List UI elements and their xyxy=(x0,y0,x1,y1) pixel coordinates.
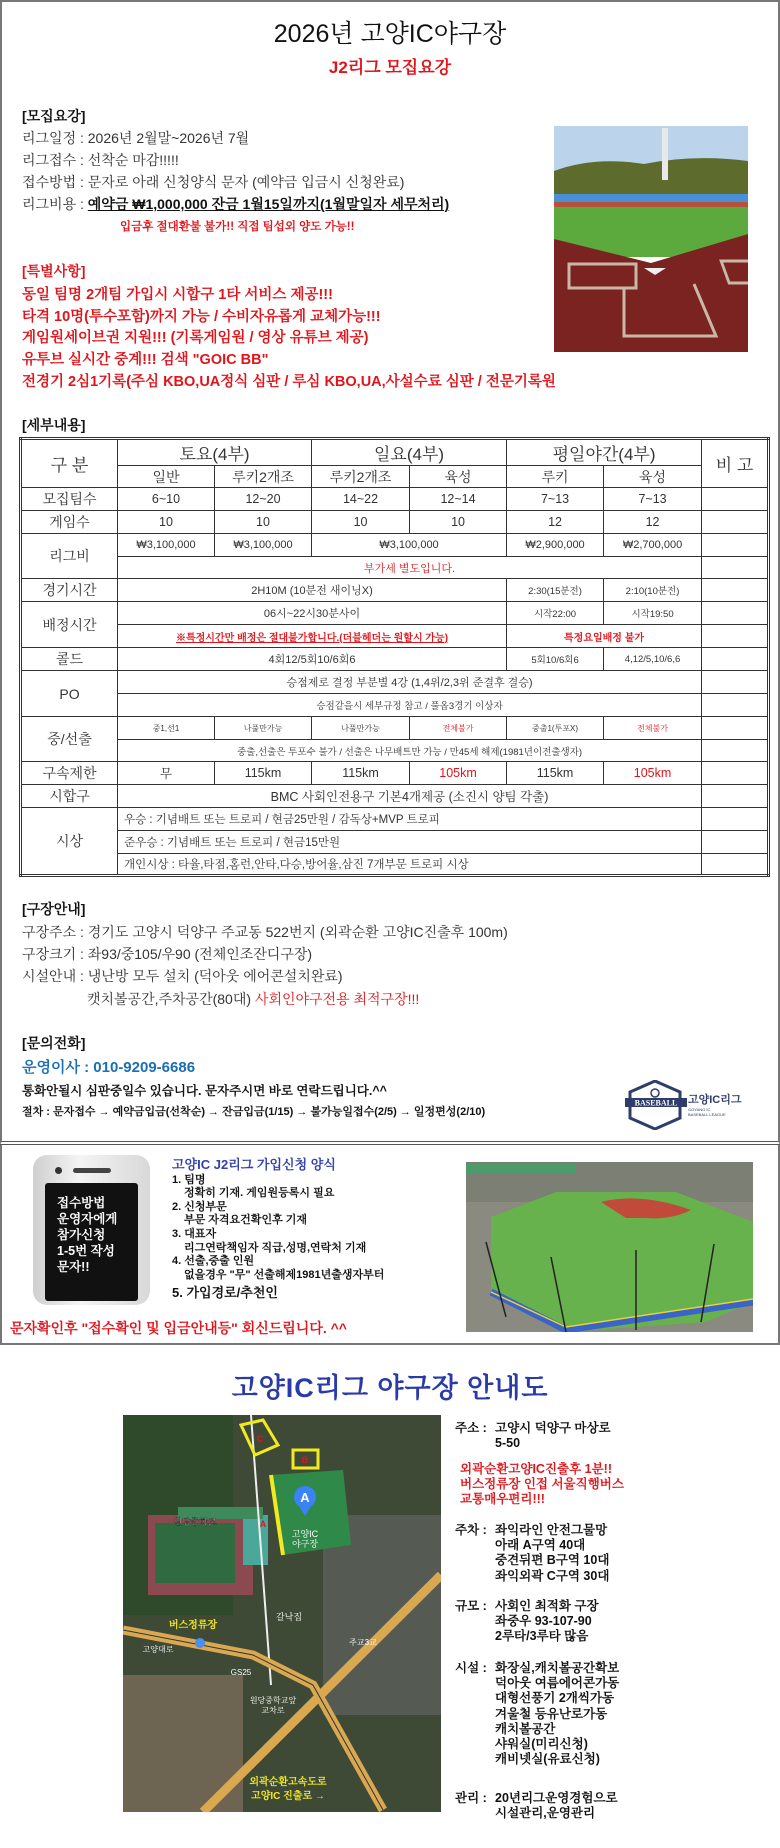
value: 선착순 마감!!!!! xyxy=(87,152,179,168)
info-line: 중견뒤편 B구역 10대 xyxy=(495,1553,610,1568)
info-management xyxy=(455,1791,618,1821)
corner-header: 구 분 xyxy=(21,439,118,488)
recruit-fee xyxy=(22,194,449,214)
cell: 4회12/5회10/6회6 xyxy=(118,648,507,671)
table-row xyxy=(21,671,769,694)
info-line: 캐치볼공간 xyxy=(495,1721,556,1736)
row-label: 콜드 xyxy=(21,648,118,671)
info-line: 외곽순환고양IC진출후 1분!! xyxy=(460,1462,613,1476)
cell: 115km xyxy=(312,762,410,785)
road-label: 고양대로 xyxy=(142,1645,174,1654)
bus-stop-label: 버스정류장 xyxy=(168,1620,218,1631)
cell: 5회10/6회6 xyxy=(507,648,604,671)
label: 리그비용 : xyxy=(22,196,88,212)
cell: 14~22 xyxy=(312,488,410,511)
cell: 10 xyxy=(215,511,312,534)
info-line: 버스정류장 인접 서울직행버스 xyxy=(460,1477,624,1492)
group-header: 평일야간(4부) xyxy=(507,439,702,466)
league-details-table xyxy=(19,437,770,877)
cell: 12 xyxy=(507,511,604,534)
label: 리그접수 : xyxy=(22,152,88,168)
value: 예약금 ₩1,000,000 잔금 1월15일까지(1월말일자 세무처리) xyxy=(87,196,450,212)
label: 구장크기 : xyxy=(22,946,88,962)
assign-warning: ※특정시간만 배정은 절대불가합니다.(더블헤더는 원할시 가능) xyxy=(118,625,507,648)
info-line: 아래 A구역 40대 xyxy=(495,1538,586,1553)
cell: 10 xyxy=(118,511,215,534)
form-item-desc: 정확히 기재. 게임원등록시 필요 xyxy=(184,1187,335,1200)
label-line: 고양IC xyxy=(291,1529,319,1539)
cell: 2H10M (10분전 새이닝X) xyxy=(118,579,507,602)
cell: 나풀만가능 xyxy=(215,717,312,740)
recruit-registration xyxy=(22,150,179,170)
details-heading: [세부내용] xyxy=(22,417,86,433)
cell: 전체불가 xyxy=(604,717,702,740)
form-item: 4. 선출,중출 인원 xyxy=(172,1255,255,1268)
restaurant-label: 갈낙집 xyxy=(275,1612,303,1622)
map-section-title: 고양IC리그 야구장 안내도 xyxy=(231,1373,549,1403)
logo-badge-text: BASEBALL xyxy=(634,1098,678,1108)
form-item: 2. 신청부문 xyxy=(172,1200,227,1213)
cell: 105km xyxy=(410,762,507,785)
ground-address xyxy=(22,922,508,942)
info-access xyxy=(460,1462,624,1508)
remark-header: 비 고 xyxy=(702,439,769,488)
ground-heading: [구장안내] xyxy=(22,901,86,917)
cell: ₩3,100,000 xyxy=(215,534,312,557)
remark-cell xyxy=(702,602,769,625)
info-line: 좌익외곽 C구역 30대 xyxy=(495,1568,610,1583)
remark-cell xyxy=(702,488,769,511)
speaker-icon xyxy=(73,1168,111,1173)
ground-facility-extra xyxy=(87,989,419,1009)
contact-note: 통화안될시 심판중일수 있습니다. 문자주시면 바로 연락드립니다.^^ xyxy=(22,1084,387,1098)
cell: BMC 사회인전용구 기본4개제공 (소진시 양팀 각출) xyxy=(118,785,702,808)
remark-cell xyxy=(702,625,769,648)
remark-cell xyxy=(702,808,769,831)
cell: 중출1(투포X) xyxy=(507,717,604,740)
table-row xyxy=(21,579,769,602)
cell: 4,12/5,10/6,6 xyxy=(604,648,702,671)
remark-cell xyxy=(702,648,769,671)
cell: 나풀만가능 xyxy=(312,717,410,740)
highlight: 사회인야구전용 최적구장!!! xyxy=(254,991,420,1007)
info-line: 2루타/3루타 많음 xyxy=(495,1629,589,1644)
remark-cell xyxy=(702,762,769,785)
table-row xyxy=(21,694,769,717)
cell: 10 xyxy=(410,511,507,534)
ground-facility xyxy=(22,966,343,986)
table-row xyxy=(21,717,769,740)
school-label: 원당중학교 xyxy=(173,1517,217,1527)
cell: 무 xyxy=(118,762,215,785)
group-header: 토요(4부) xyxy=(118,439,312,466)
logo-sub: BASEBALL LEAGUE xyxy=(688,1112,726,1117)
info-address xyxy=(455,1421,611,1451)
location-map[interactable] xyxy=(123,1415,441,1812)
cell: ₩2,700,000 xyxy=(604,534,702,557)
special-line: 타격 10명(투수포함)까지 가능 / 수비자유롭게 교체가능!!! xyxy=(22,309,381,325)
field-aerial-photo xyxy=(466,1162,753,1332)
remark-cell xyxy=(702,740,769,762)
special-line: 유투브 실시간 중계!!! 검색 "GOIC BB" xyxy=(22,352,269,368)
screen-line: 1-5번 작성 xyxy=(57,1244,115,1258)
remark-cell xyxy=(702,785,769,808)
vat-note: 부가세 별도입니다. xyxy=(118,557,702,579)
award-line: 준우승 : 기념배트 또는 트로피 / 현금15만원 xyxy=(118,831,702,854)
sub-header: 루키2개조 xyxy=(215,466,312,488)
refund-note: 입금후 절대환불 불가!! 직접 팀섭외 양도 가능!! xyxy=(120,221,355,233)
form-item: 1. 팀명 xyxy=(172,1173,206,1186)
page-title: 2026년 고양IC야구장 xyxy=(273,20,507,48)
sub-header: 육성 xyxy=(604,466,702,488)
info-line: 대형선풍기 2개씩가동 xyxy=(495,1691,615,1706)
row-label: 리그비 xyxy=(21,534,118,579)
special-line: 동일 팀명 2개팀 가입시 시합구 1타 서비스 제공!!! xyxy=(22,287,333,303)
cell: 06시~22시30분사이 xyxy=(118,602,507,625)
value: 문자로 아래 신청양식 문자 (예약금 입금시 신청완료) xyxy=(87,174,405,190)
cell: 시작22:00 xyxy=(507,602,604,625)
sub-header: 일반 xyxy=(118,466,215,488)
recruit-heading: [모집요강] xyxy=(22,108,86,124)
sub-header: 육성 xyxy=(410,466,507,488)
label-line: 야구장 xyxy=(291,1539,319,1549)
info-key: 규모 : xyxy=(455,1599,487,1613)
info-line: 고양시 덕양구 마상로 xyxy=(495,1421,611,1435)
cell: 중1,선1 xyxy=(118,717,215,740)
form-item: 3. 대표자 xyxy=(172,1227,217,1240)
cell: 시작19:50 xyxy=(604,602,702,625)
sub-header: 루키2개조 xyxy=(312,466,410,488)
info-facility xyxy=(455,1661,619,1767)
zone-b-label: B xyxy=(301,1455,309,1465)
field-label xyxy=(292,1528,319,1549)
label: 리그일정 : xyxy=(22,130,88,146)
cell: 12~14 xyxy=(410,488,507,511)
cell: 전체불가 xyxy=(410,717,507,740)
cell: 2:10(10분전) xyxy=(604,579,702,602)
table-row xyxy=(21,762,769,785)
gs25-label: GS25 xyxy=(230,1668,252,1677)
info-line: 20년리그운영경험으로 xyxy=(495,1791,618,1805)
table-row xyxy=(21,511,769,534)
table-row xyxy=(21,534,769,557)
table-row xyxy=(21,831,769,854)
info-line: 시설관리,운영관리 xyxy=(495,1806,596,1821)
table-row xyxy=(21,808,769,831)
cell: 2:30(15분전) xyxy=(507,579,604,602)
cell: ₩3,100,000 xyxy=(312,534,507,557)
application-form-text xyxy=(172,1158,384,1300)
screen-line: 문자!! xyxy=(57,1260,90,1274)
assign-weekday-note: 특정요일배정 불가 xyxy=(507,625,702,648)
info-key: 관리 : xyxy=(455,1791,487,1805)
row-label: 배정시간 xyxy=(21,602,118,648)
info-key: 주소 : xyxy=(455,1421,487,1435)
sub-header: 루키 xyxy=(507,466,604,488)
cell: 7~13 xyxy=(507,488,604,511)
info-line: 샤워실(미리신청) xyxy=(495,1737,588,1752)
label: 구장주소 : xyxy=(22,924,88,940)
screen-line: 참가신청 xyxy=(57,1228,106,1242)
field-photo-home-plate xyxy=(554,126,748,352)
cell: 6~10 xyxy=(118,488,215,511)
form-item-desc: 없을경우 "무" 선출해제1981년출생자부터 xyxy=(184,1268,385,1281)
form-title: 고양IC J2리그 가입신청 양식 xyxy=(172,1157,336,1172)
info-line: 캐비넷실(유료신청) xyxy=(495,1752,600,1767)
cell: 12 xyxy=(604,511,702,534)
remark-cell xyxy=(702,557,769,579)
table-row xyxy=(21,557,769,579)
special-line: 전경기 2심1기록(주심 KBO,UA정식 심판 / 루심 KBO,UA,사설수료 심판 / 전문기록원 xyxy=(22,374,556,390)
zone-c-label: C xyxy=(256,1434,264,1444)
ground-size xyxy=(22,944,312,964)
info-key: 시설 : xyxy=(455,1661,487,1675)
expressway-label: 외곽순환고속도로 xyxy=(249,1777,327,1788)
label: 시설안내 : xyxy=(22,968,88,984)
league-logo xyxy=(625,1080,750,1130)
row-label: 중/선출 xyxy=(21,717,118,762)
info-line: 덕아웃 여름에어콘가동 xyxy=(495,1676,620,1691)
table-row xyxy=(21,854,769,876)
cell: 105km xyxy=(604,762,702,785)
form-footer: 문자확인후 "접수확인 및 입금안내등" 회신드립니다. ^^ xyxy=(10,1320,347,1336)
remark-cell xyxy=(702,854,769,876)
school-track xyxy=(155,1523,235,1583)
info-line: 교통매우편리!!! xyxy=(460,1492,545,1507)
row-label: 경기시간 xyxy=(21,579,118,602)
form-item-desc: 부문 자격요건확인후 기재 xyxy=(184,1214,307,1227)
map-pin-label: A xyxy=(300,1490,310,1505)
contact-phone[interactable]: 운영이사 : 010-9209-6686 xyxy=(22,1059,196,1076)
recruit-method xyxy=(22,172,404,192)
info-line: 좌익라인 안전그물망 xyxy=(495,1523,608,1537)
zone-a-label: A xyxy=(259,1519,267,1529)
form-item: 5. 가입경로/추천인 xyxy=(172,1285,278,1301)
info-line: 사회인 최적화 구장 xyxy=(495,1599,599,1613)
logo-sub: GOYANG IC xyxy=(688,1107,711,1112)
row-label: 시합구 xyxy=(21,785,118,808)
label-line: 원당중학교앞 xyxy=(249,1696,297,1705)
remark-cell xyxy=(702,694,769,717)
logo-name: 고양IC리그 xyxy=(688,1094,742,1106)
label-line: 교차로 xyxy=(261,1706,285,1715)
phone-graphic xyxy=(33,1155,150,1305)
award-line: 우승 : 기념배트 또는 트로피 / 현금25만원 / 감독상+MVP 트로피 xyxy=(118,808,702,831)
label: 접수방법 : xyxy=(22,174,88,190)
table-row xyxy=(21,488,769,511)
special-line: 게임원세이브권 지원!!! (기록게임원 / 영상 유튜브 제공) xyxy=(22,330,369,346)
camera-icon xyxy=(55,1167,62,1174)
form-item-desc: 리그연락책임자 직급,성명,연락처 기재 xyxy=(184,1241,367,1254)
cell: 115km xyxy=(215,762,312,785)
group-header: 일요(4부) xyxy=(312,439,507,466)
remark-cell xyxy=(702,717,769,740)
info-line: 화장실,캐치볼공간확보 xyxy=(495,1661,620,1675)
cell: 승점제로 결정 부분별 4강 (1,4위/2,3위 준결후 결승) xyxy=(118,671,702,694)
remark-cell xyxy=(702,511,769,534)
award-line: 개인시상 : 타율,타점,홈런,안타,다승,방어율,삼진 7개부문 트로피 시상 xyxy=(118,854,702,876)
info-line: 5-50 xyxy=(495,1436,521,1451)
phone-screen xyxy=(45,1183,138,1301)
screen-line: 운영자에게 xyxy=(57,1212,118,1226)
cell: 중출,선출은 투포수 불가 / 선출은 나무배트만 가능 / 만45세 해제(1981년이전출생자) xyxy=(118,740,702,762)
remark-cell xyxy=(702,671,769,694)
cell: 12~20 xyxy=(215,488,312,511)
page-subtitle: J2리그 모집요강 xyxy=(328,58,452,77)
cell: ₩2,900,000 xyxy=(507,534,604,557)
special-heading: [특별사항] xyxy=(22,263,86,279)
table-row xyxy=(21,740,769,762)
cell: 115km xyxy=(507,762,604,785)
info-line: 좌중우 93-107-90 xyxy=(495,1614,592,1629)
row-label: 시상 xyxy=(21,808,118,876)
value: 경기도 고양시 덕양구 주교동 522번지 (외곽순환 고양IC진출후 100m) xyxy=(87,924,508,940)
recruit-schedule xyxy=(22,128,249,148)
table-row xyxy=(21,648,769,671)
cell: 승점같을시 세부규정 참고 / 풀옵3경기 이상자 xyxy=(118,694,702,717)
process-steps: 절차 : 문자접수 → 예약금입금(선착순) → 잔금입금(1/15) → 불가능일접수(2/5) → 일정편성(2/10) xyxy=(22,1106,486,1118)
cell: 7~13 xyxy=(604,488,702,511)
row-label: 구속제한 xyxy=(21,762,118,785)
exit-label: 고양IC 진출로 → xyxy=(251,1791,325,1802)
info-line: 겨울철 등유난로가동 xyxy=(495,1706,608,1721)
contact-heading: [문의전화] xyxy=(22,1035,86,1051)
remark-cell xyxy=(702,579,769,602)
value: 좌93/중105/우90 (전체인조잔디구장) xyxy=(87,946,313,962)
screen-line: 접수방법 xyxy=(57,1196,106,1210)
remark-cell xyxy=(702,534,769,557)
info-parking xyxy=(455,1523,609,1584)
value: 캣치볼공간,주차공간(80대) xyxy=(87,991,255,1007)
row-label: PO xyxy=(21,671,118,717)
info-scale xyxy=(455,1599,599,1645)
table-row xyxy=(21,785,769,808)
info-key: 주차 : xyxy=(455,1523,487,1537)
table-row xyxy=(21,625,769,648)
bus-stop-icon xyxy=(195,1638,205,1648)
remark-cell xyxy=(702,831,769,854)
value: 냉난방 모두 설치 (덕아웃 에어콘설치완료) xyxy=(87,968,343,984)
cell: 10 xyxy=(312,511,410,534)
row-label: 게임수 xyxy=(21,511,118,534)
row-label: 모집팀수 xyxy=(21,488,118,511)
value: 2026년 2월말~2026년 7월 xyxy=(87,130,250,146)
cell: ₩3,100,000 xyxy=(118,534,215,557)
table-row xyxy=(21,602,769,625)
bridge-label: 주교3교 xyxy=(349,1638,377,1647)
